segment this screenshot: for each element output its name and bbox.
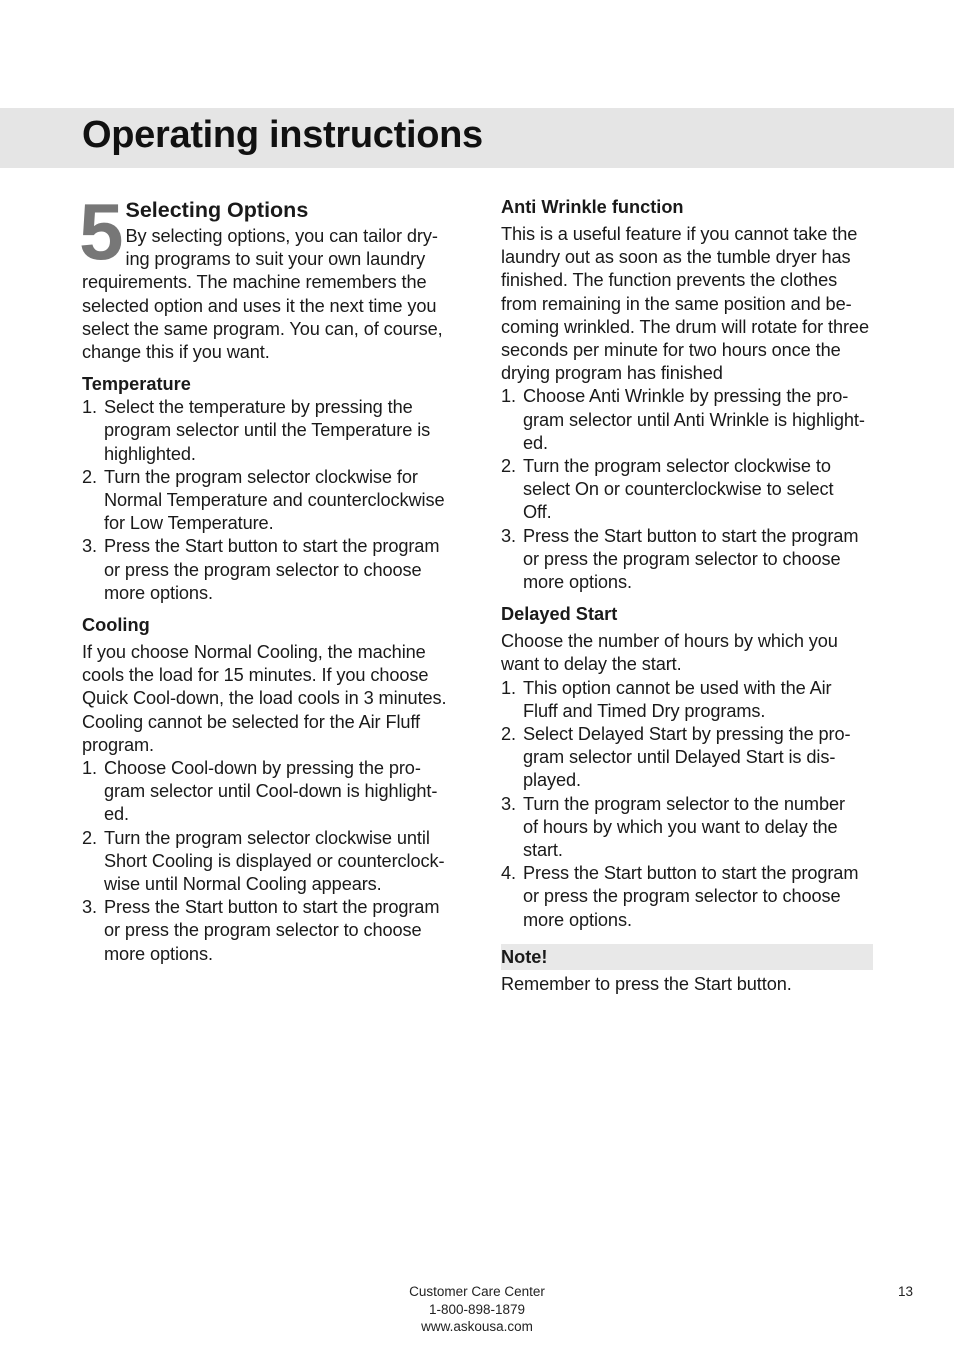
step-text-line: gram selector until Cool-down is highlight- — [104, 781, 438, 802]
step-item — [501, 455, 873, 525]
step-text-line: Choose Cool-down by pressing the pro- — [104, 758, 421, 779]
text-line: want to delay the start. — [501, 654, 682, 675]
text-line: laundry out as soon as the tumble dryer has — [501, 247, 851, 268]
step-text-line: more options. — [104, 943, 213, 964]
footer-contact — [0, 1283, 954, 1336]
step-text-line: Press the Start button to start the program — [523, 863, 859, 884]
step-item — [82, 535, 454, 605]
step-text-line: Normal Temperature and counterclockwise — [104, 490, 445, 511]
selecting-options-section — [79, 187, 454, 364]
step-text-line: This option cannot be used with the Air — [523, 677, 832, 698]
step-text-line: start. — [523, 840, 563, 861]
delayed-start-intro — [501, 630, 873, 676]
step-text-line: ed. — [104, 804, 129, 825]
delayed-start-section — [501, 603, 873, 932]
anti-wrinkle-section — [501, 196, 873, 594]
step-number-label: 4. — [501, 863, 516, 884]
step-text-line: wise until Normal Cooling appears. — [104, 874, 382, 895]
text-line: Choose the number of hours by which you — [501, 631, 838, 652]
text-line: from remaining in the same position and be- — [501, 293, 852, 314]
step-number-label: 2. — [501, 724, 516, 745]
step-item — [501, 677, 873, 723]
page-number: 13 — [898, 1284, 914, 1299]
cooling-intro — [82, 641, 454, 757]
text-line: Quick Cool-down, the load cools in 3 minutes. — [82, 688, 447, 709]
step-text-line: select On or counterclockwise to select — [523, 479, 834, 500]
text-line: This is a useful feature if you cannot take the — [501, 224, 858, 244]
text-line: requirements. The machine remembers the — [82, 272, 427, 293]
step-text-line: Press the Start button to start the program — [523, 525, 859, 546]
step-text-line: ed. — [523, 432, 548, 453]
step-number-label: 1. — [82, 758, 97, 779]
step-text-line: played. — [523, 770, 581, 791]
step-text-line: Choose Anti Wrinkle by pressing the pro- — [523, 386, 849, 407]
page-title: Operating instructions — [82, 114, 483, 156]
step-text-line: Turn the program selector clockwise to — [523, 456, 831, 477]
cooling-section — [82, 614, 454, 966]
anti-wrinkle-heading: Anti Wrinkle function — [501, 197, 684, 217]
temperature-steps — [82, 396, 454, 605]
step-text-line: Press the Start button to start the program — [104, 897, 440, 918]
step-text-line: Press the Start button to start the program — [104, 536, 440, 557]
step-text-line: more options. — [104, 582, 213, 603]
text-line: ing programs to suit your own laundry — [125, 249, 426, 270]
temperature-section — [82, 373, 454, 605]
text-line: select the same program. You can, of course, — [82, 318, 443, 339]
cooling-heading: Cooling — [82, 615, 150, 636]
step-item — [82, 896, 454, 966]
text-line: cools the load for 15 minutes. If you choose — [82, 665, 429, 686]
step-number-label: 3. — [501, 793, 516, 814]
step-text-line: gram selector until Anti Wrinkle is highlight- — [523, 409, 865, 430]
step-item — [501, 723, 873, 793]
selecting-options-intro — [82, 225, 454, 364]
step-item — [82, 757, 454, 827]
step-text-line: Select Delayed Start by pressing the pro- — [523, 724, 851, 745]
step-text-line: Fluff and Timed Dry programs. — [523, 700, 766, 721]
step-item — [82, 396, 454, 466]
step-item — [501, 862, 873, 932]
delayed-start-steps — [501, 677, 873, 932]
section-title: Selecting Options — [125, 198, 309, 222]
text-line: By selecting options, you can tailor dry- — [125, 226, 438, 246]
step-text-line: more options. — [523, 572, 632, 593]
step-number-label: 3. — [82, 536, 97, 557]
footer-line: Customer Care Center — [409, 1284, 545, 1299]
step-number-label: 2. — [82, 466, 97, 487]
step-text-line: Select the temperature by pressing the — [104, 397, 413, 418]
anti-wrinkle-steps — [501, 385, 873, 594]
step-number-label: 3. — [501, 525, 516, 546]
step-text-line: Turn the program selector to the number — [523, 793, 845, 814]
note-text: Remember to press the Start button. — [501, 973, 792, 994]
step-number-label: 1. — [501, 677, 516, 698]
step-text-line: Off. — [523, 502, 552, 523]
footer-line: www.askousa.com — [421, 1319, 533, 1334]
text-line: coming wrinkled. The drum will rotate for three — [501, 316, 869, 337]
step-item — [501, 385, 873, 455]
step-number: 5 — [79, 187, 122, 276]
step-text-line: program selector until the Temperature is — [104, 420, 431, 441]
step-text-line: of hours by which you want to delay the — [523, 816, 838, 837]
delayed-start-heading: Delayed Start — [501, 604, 618, 625]
step-text-line: or press the program selector to choose — [104, 559, 422, 580]
step-item — [501, 525, 873, 595]
step-item — [82, 827, 454, 897]
step-text-line: highlighted. — [104, 443, 196, 464]
step-text-line: or press the program selector to choose — [523, 548, 841, 569]
step-text-line: Turn the program selector clockwise until — [104, 827, 430, 848]
step-text-line: Turn the program selector clockwise for — [104, 466, 418, 487]
step-text-line: gram selector until Delayed Start is dis- — [523, 747, 836, 768]
step-text-line: or press the program selector to choose — [104, 920, 422, 941]
step-number-label: 1. — [82, 397, 97, 418]
text-line: drying program has finished — [501, 363, 723, 384]
step-number-label: 1. — [501, 386, 516, 407]
footer-line: 1-800-898-1879 — [428, 1301, 526, 1317]
text-line: Cooling cannot be selected for the Air Fluff — [82, 711, 421, 732]
right-column — [501, 196, 873, 996]
text-line: change this if you want. — [82, 342, 270, 363]
text-line: program. — [82, 734, 154, 755]
step-number-label: 2. — [501, 456, 516, 477]
text-line: seconds per minute for two hours once the — [501, 340, 841, 361]
step-number-label: 3. — [82, 897, 97, 918]
left-column — [79, 187, 454, 966]
text-line: selected option and uses it the next time you — [82, 295, 437, 316]
step-number-label: 2. — [82, 827, 97, 848]
text-line: finished. The function prevents the clothes — [501, 270, 838, 291]
step-text-line: more options. — [523, 909, 632, 930]
step-text-line: or press the program selector to choose — [523, 886, 841, 907]
anti-wrinkle-intro — [501, 223, 873, 385]
step-item — [501, 793, 873, 863]
temperature-heading: Temperature — [82, 374, 191, 395]
step-item — [82, 466, 454, 536]
step-text-line: Short Cooling is displayed or counterclock- — [104, 850, 445, 871]
cooling-steps — [82, 757, 454, 966]
step-text-line: for Low Temperature. — [104, 513, 274, 534]
text-line: If you choose Normal Cooling, the machine — [82, 642, 426, 663]
note-heading: Note! — [501, 944, 873, 970]
